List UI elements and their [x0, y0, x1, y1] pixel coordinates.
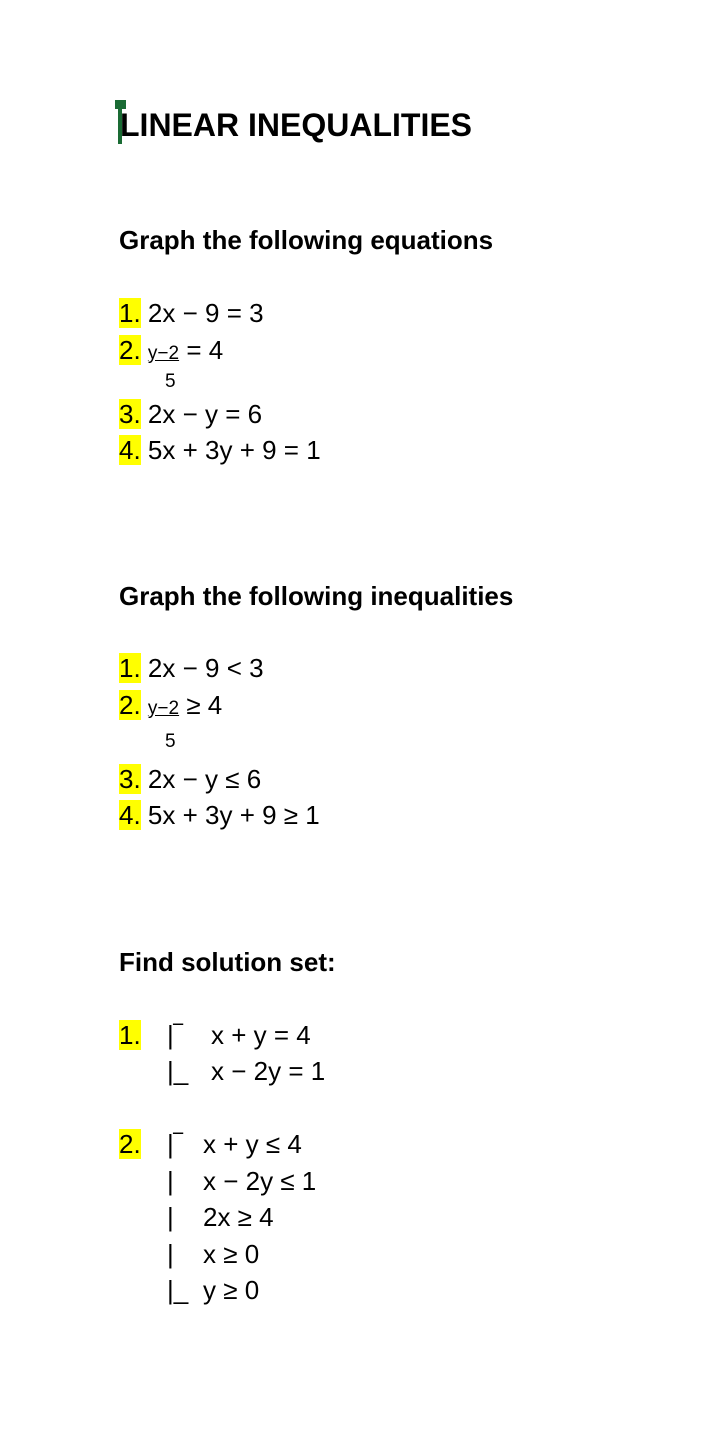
system-2-inequality-1: x + y ≤ 4: [203, 1129, 302, 1159]
fraction-numerator: y−2: [147, 698, 180, 719]
item-number: 1.: [119, 298, 141, 328]
item-number: 3.: [119, 399, 141, 429]
system-1-equation-2: x − 2y = 1: [211, 1056, 326, 1086]
system-2-brace-4: |: [167, 1239, 174, 1269]
item-number: 2.: [119, 690, 141, 720]
fraction-numerator: y−2: [147, 343, 180, 364]
system-2-inequality-2: x − 2y ≤ 1: [203, 1166, 317, 1196]
system-1-number: [119, 1019, 141, 1051]
system-1-brace-bottom: |_: [167, 1056, 189, 1086]
fraction-denominator: 5: [165, 371, 176, 392]
system-2-inequality-3: 2x ≥ 4: [203, 1202, 274, 1232]
inequality-expression: 2x − 9 < 3: [147, 653, 264, 683]
item-number: 1.: [119, 653, 141, 683]
item-number: 4.: [119, 435, 141, 465]
inequality-item-3: [119, 763, 261, 795]
fraction-denominator: 5: [165, 731, 176, 752]
item-number: 2.: [119, 1129, 141, 1159]
system-2-brace-2: |: [167, 1166, 174, 1196]
system-2-brace-1: |‾: [167, 1129, 183, 1159]
system-2-brace-3: |: [167, 1202, 174, 1232]
system-2-inequality-4: x ≥ 0: [203, 1239, 260, 1269]
item-number: 1.: [119, 1020, 141, 1050]
equation-item-3: [119, 398, 262, 430]
equation-expression: 2x − 9 = 3: [147, 298, 264, 328]
solution-set-heading: Find solution set:: [119, 947, 336, 977]
inequality-item-2: [119, 689, 222, 725]
inequalities-heading: Graph the following inequalities: [119, 581, 514, 611]
system-1-equation-1: x + y = 4: [211, 1020, 311, 1050]
equation-rest: = 4: [179, 335, 224, 365]
equation-expression: 5x + 3y + 9 = 1: [147, 435, 321, 465]
system-2-brace-5: |_: [167, 1275, 189, 1305]
document-title: LINEAR INEQUALITIES: [120, 107, 473, 143]
inequality-item-1: [119, 652, 264, 684]
item-number: 3.: [119, 764, 141, 794]
equation-item-2: [119, 334, 223, 370]
equation-item-1: [119, 297, 264, 329]
inequality-expression: 2x − y ≤ 6: [147, 764, 262, 794]
inequality-rest: ≥ 4: [179, 690, 223, 720]
item-number: 2.: [119, 335, 141, 365]
system-1-brace-top: |‾: [167, 1020, 183, 1050]
item-number: 4.: [119, 800, 141, 830]
system-2-inequality-5: y ≥ 0: [203, 1275, 260, 1305]
system-2-number: [119, 1128, 141, 1160]
equations-heading: Graph the following equations: [119, 225, 494, 255]
equation-expression: 2x − y = 6: [147, 399, 263, 429]
inequality-expression: 5x + 3y + 9 ≥ 1: [147, 800, 320, 830]
inequality-item-4: [119, 799, 320, 831]
equation-item-4: [119, 434, 321, 466]
